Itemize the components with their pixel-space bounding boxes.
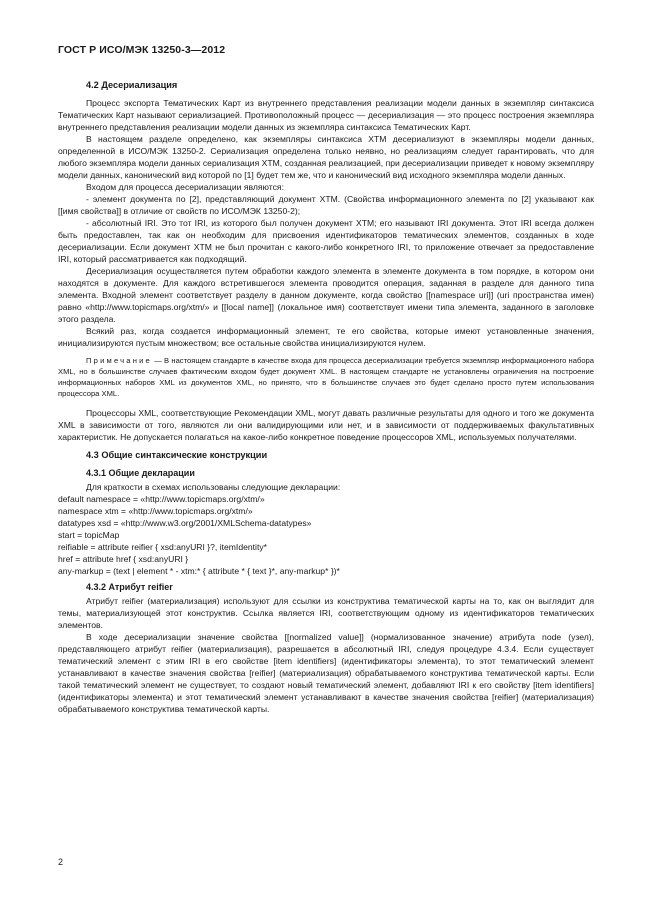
paragraph: Входом для процесса десериализации являются: bbox=[86, 182, 284, 192]
section-4-2-title: 4.2 Десериализация bbox=[86, 80, 178, 90]
code-line: start = topicMap bbox=[58, 530, 120, 540]
code-line: reifiable = attribute reifier { xsd:anyURI }?, itemIdentity* bbox=[58, 542, 267, 552]
code-line: any-markup = (text | element * - xtm:* { attribute * { text }*, any-markup* })* bbox=[58, 566, 340, 576]
document-header: ГОСТ Р ИСО/МЭК 13250-3—2012 bbox=[58, 44, 226, 56]
subsection-4-3-1-title: 4.3.1 Общие декларации bbox=[86, 468, 195, 478]
code-line: href = attribute href { xsd:anyURI } bbox=[58, 554, 189, 564]
paragraph: Процесс экспорта Тематических Карт из внутреннего представления реализации модели данных в экземпляр синтаксиса Тематических Карт называют сериализацией. Противоположный процесс — десериализация — это процесс построения экземпляра внутреннего представления реализации модели данных из экземпляра синтаксиса Тематических Карт. bbox=[58, 98, 594, 132]
paragraph: Атрибут reifier (материализация) используют для ссылки из конструктива тематической карты на то, как он выглядит для темы, материализующей этот конструктив. Ссылка является IRI, соответствующим одному из идентификаторов тематических элементов. bbox=[58, 596, 594, 630]
section-4-3-title: 4.3 Общие синтаксические конструкции bbox=[86, 450, 268, 460]
code-line: namespace xtm = «http://www.topicmaps.org/xtm/» bbox=[58, 506, 253, 516]
paragraph: В настоящем разделе определено, как экземпляры синтаксиса XTM десериализуют в экземпляры модели данных, определенной в ИСО/МЭК 13250-2. Сериализация определена только неявно, но реализациям следует гарантировать, что для любого экземпляра модели данных сериализация XTM, созданная реализацией, при десериализации приведет к новому экземпляру модели данных, канонический вид которой по [1] будет тем же, что и канонический вид исходного экземпляра модели данных. bbox=[58, 134, 594, 180]
list-item: - абсолютный IRI. Это тот IRI, из которого был получен документ XTM; его называют IRI документа. Этот IRI всегда должен быть предоставлен, так как он необходим для присвоения идентификаторов тематических элементов, созданных в ходе десериализации. Если документ XTM не был прочитан с какого-либо конкретного IRI, то приложение отвечает за предоставление IRI, который рассматривается как подходящий. bbox=[58, 218, 594, 264]
subsection-4-3-2-title: 4.3.2 Атрибут reifier bbox=[86, 582, 173, 592]
paragraph: Десериализация осуществляется путем обработки каждого элемента в элементе документа в том порядке, в котором они находятся в документе. Для каждого встретившегося элемента проводится операция, заданная в разделе для данного типа элемента. Входной элемент соответствует разделу в данном документе, когда свойство [[namespace uri]] (uri пространства имен) равно «http://www.topicmaps.org/xtm/» и [[local name]] (локальное имя) соответствует имени типа элемента, заданного в заголовке этого раздела. bbox=[58, 266, 594, 324]
paragraph: Процессоры XML, соответствующие Рекомендации XML, могут давать различные результаты для одного и того же документа XML в зависимости от того, являются ли они валидирующими или нет, и в зависимости от поддерживаемых факультативных характеристик. Не допускается полагаться на какое-либо конкретное поведение процессоров XML, используемых получателями. bbox=[58, 408, 594, 442]
paragraph: Для краткости в схемах использованы следующие декларации: bbox=[86, 482, 341, 492]
code-line: default namespace = «http://www.topicmaps.org/xtm/» bbox=[58, 494, 265, 504]
code-line: datatypes xsd = «http://www.w3.org/2001/XMLSchema-datatypes» bbox=[58, 518, 312, 528]
list-item: - элемент документа по [2], представляющий документ XTM. (Свойства информационного элемента по [2] указывают как [[имя свойства]] в отличие от свойств по ИСО/МЭК 13250-2); bbox=[58, 194, 594, 216]
paragraph: В ходе десериализации значение свойства [[normalized value]] (нормализованное значение) атрибута node (узел), представляющего атрибут reifier (материализация), разрешается в абсолютный IRI, следуя процедуре 4.3.4. Если существует тематический элемент с этим IRI в его свойстве [item identifiers] (идентификаторы элемента), то этот тематический элемент устанавливают в качестве значения свойства [reifier] (материализация) обрабатываемого конструктива тематической карты. Если такой тематический элемент не существует, то создают новый тематический элемент, добавляют IRI к его свойству [item identifiers] (идентификаторы элемента) и этот тематический элемент устанавливают в качестве значения свойства [reifier] (материализация) обрабатываемого конструктива тематической карты. bbox=[58, 632, 594, 714]
note-text: — В настоящем стандарте в качестве входа для процесса десериализации требуется экземпляр информационного набора XML, но в большинстве случаев фактическим входом будет документ XML. В настоящем стандарте не установлены ограничения на построение информационных наборов XML из документов XML, но принято, что в большинстве случаев это будет сделано просто путем использования процессора XML. bbox=[58, 356, 594, 398]
note-label: Примечание bbox=[86, 356, 152, 365]
page-number: 2 bbox=[58, 857, 64, 867]
document-body bbox=[58, 79, 594, 715]
paragraph: Всякий раз, когда создается информационный элемент, те его свойства, которые имеют установленные значения, инициализируются пустым множеством; все остальные свойства инициализируются нулем. bbox=[58, 326, 594, 348]
note bbox=[58, 355, 594, 399]
